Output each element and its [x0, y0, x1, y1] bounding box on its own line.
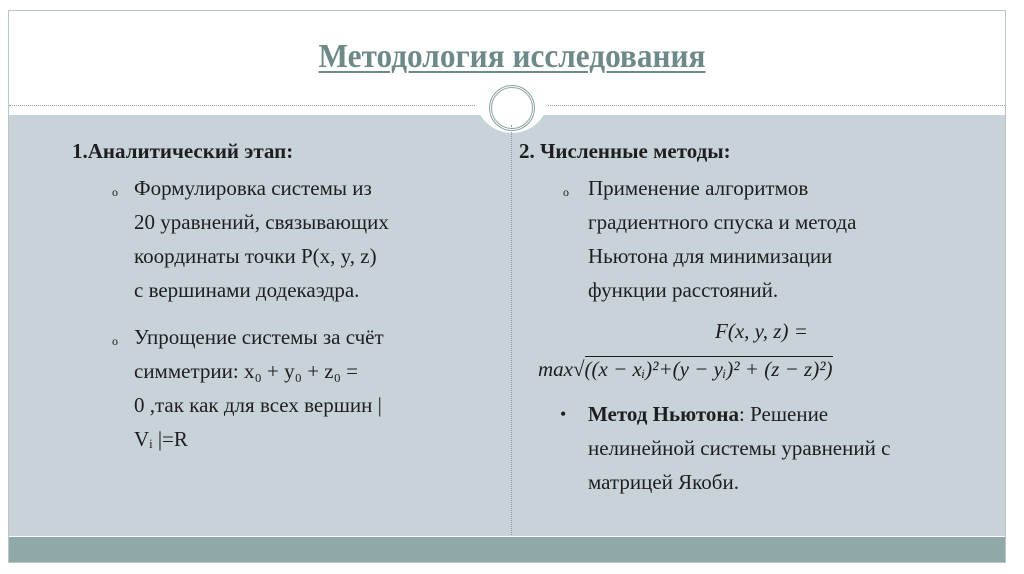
text-line: матрицей Якоби.: [588, 470, 739, 494]
right-item-2: [588, 397, 890, 499]
text-line: функции расстояний.: [588, 278, 779, 302]
divider-dotted-right: [543, 105, 1005, 106]
text-line: градиентного спуска и метода: [588, 210, 857, 234]
bold-term: Метод Ньютона: [588, 402, 740, 426]
left-heading: 1.Аналитический этап:: [72, 139, 294, 163]
column-divider: [511, 125, 512, 535]
right-item-1: [588, 171, 856, 307]
text-line: Vᵢ |=R: [134, 427, 188, 451]
bullet-hollow: o: [112, 334, 118, 348]
bullet-solid: •: [560, 404, 567, 424]
text-line: Ньютона для минимизации: [588, 244, 833, 268]
text-line: симметрии: x₀ + y₀ + z₀ =: [134, 359, 359, 383]
right-heading: 2. Численные методы:: [519, 139, 731, 163]
text-line: Применение алгоритмов: [588, 176, 809, 200]
left-item-1: [134, 171, 389, 307]
text-line: с вершинами додекаэдра.: [134, 278, 360, 302]
bullet-hollow: o: [563, 185, 569, 199]
text-line: Упрощение системы за счёт: [134, 325, 384, 349]
text-line: Формулировка системы из: [134, 176, 372, 200]
text-line: нелинейной системы уравнений с: [588, 436, 891, 460]
formula-radicand: ((x − xᵢ)²+(y − yᵢ)² + (z − z)²): [584, 357, 833, 381]
footer-bar: [9, 537, 1005, 562]
formula-line-1: F(x, y, z) =: [715, 319, 808, 343]
slide-title: Методология исследования: [318, 38, 706, 75]
text-line: координаты точки P(x, y, z): [134, 244, 377, 268]
text-line: : Решение: [739, 402, 829, 426]
sqrt-icon: √: [573, 357, 585, 381]
circle-ornament-icon: [489, 85, 535, 131]
text-line: 20 уравнений, связывающих: [134, 210, 389, 234]
formula-max: max: [538, 357, 573, 381]
bullet-hollow: o: [112, 185, 118, 199]
divider-dotted-left: [9, 105, 481, 106]
left-item-2: [134, 320, 384, 456]
text-line: 0 ,так как для всех вершин |: [134, 393, 382, 417]
formula-line-2: [538, 352, 833, 386]
